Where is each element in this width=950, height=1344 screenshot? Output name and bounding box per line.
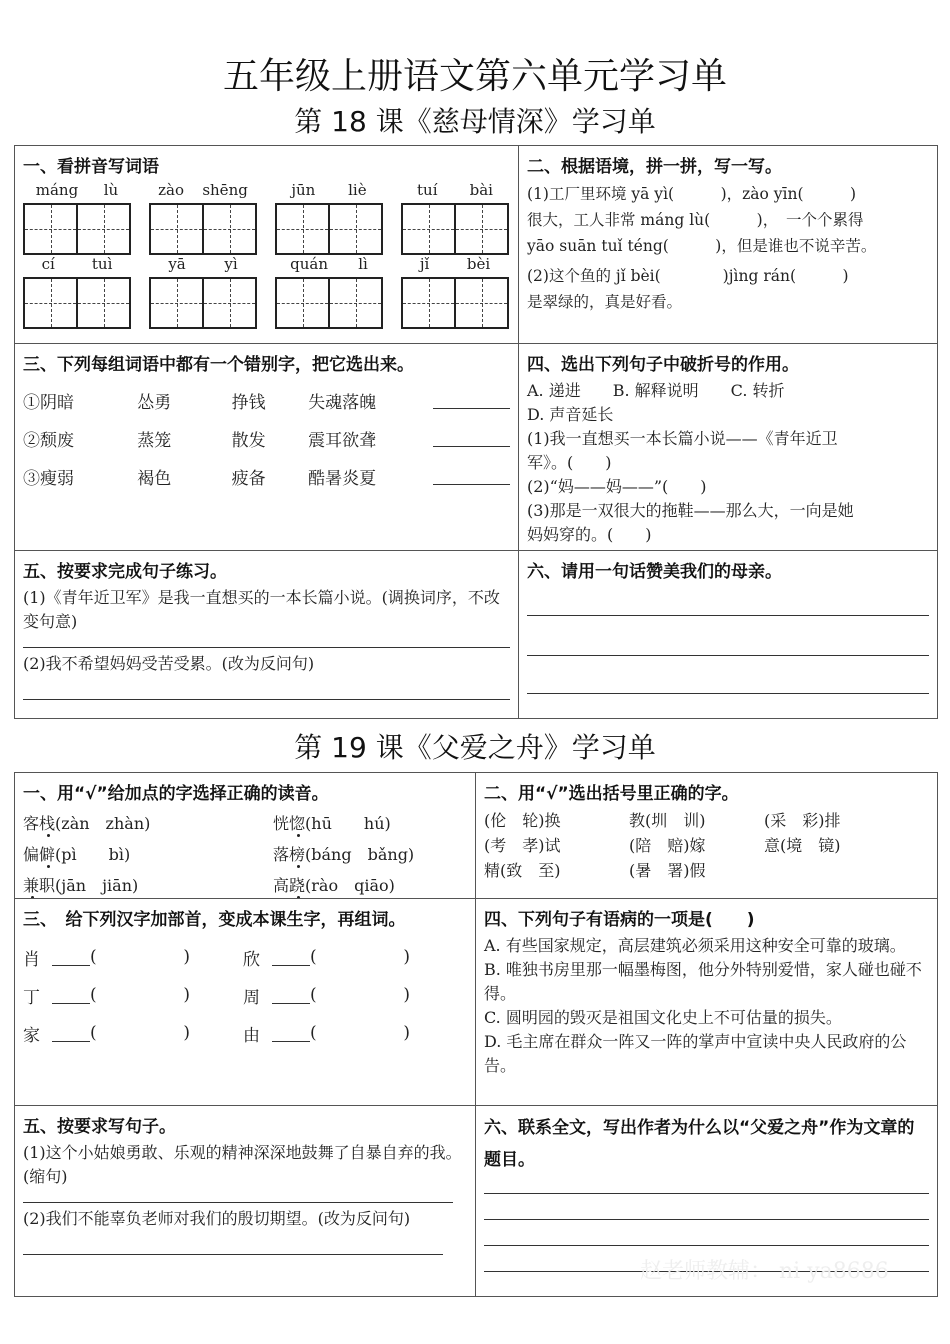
pinyin-options: (hū hú) [305,814,391,833]
word: 怂勇 [137,392,172,413]
word: 褐色 [137,468,172,489]
char-choice[interactable] [764,858,904,883]
word-parens[interactable]: ( ) [310,1023,410,1043]
writing-box[interactable] [403,205,456,253]
text-line: A. 递进 B. 解释说明 C. 转折 [527,381,785,400]
word: 兼职 [23,876,56,895]
writing-box[interactable] [25,279,78,327]
option-line[interactable]: D. 毛主席在群众一阵又一阵的掌声中宣读中央人民政府的公告。 [484,1032,907,1075]
pinyin-word [401,255,509,329]
writing-box[interactable] [78,205,129,253]
char-choice[interactable]: (伦 轮)换 [484,811,561,830]
pinyin-syllable: bài [469,181,493,199]
char-choice[interactable]: (陪 赔)嫁 [629,836,706,855]
pinyin-syllable: tuí [417,181,438,199]
word: ②颓废 [23,430,74,451]
word: 落榜 [273,845,306,864]
char-choice[interactable]: 教(圳 训) [629,811,706,830]
pinyin-options: (zàn zhàn) [55,814,151,833]
option-line[interactable]: B. 唯独书房里那一幅墨梅图，他分外特别爱惜，家人碰也碰不得。 [484,960,922,1003]
writing-box[interactable] [277,205,330,253]
l19-section5 [14,1105,476,1297]
pinyin-word [275,255,383,329]
section-heading: 三、下列每组词语中都有一个错别字，把它选出来。 [23,355,414,375]
radical-item [243,938,463,976]
radical-item [23,938,243,976]
page-title: 五年级上册语文第六单元学习单 [222,56,727,97]
word: 酷暑炎夏 [308,468,377,489]
answer-blank[interactable] [433,429,511,447]
pinyin-word [401,181,509,255]
pinyin-syllable: tuì [91,255,113,273]
pronunciation-item[interactable] [273,870,473,901]
pinyin-syllable: yì [224,255,238,273]
pinyin-syllable: bèi [466,255,491,273]
writing-box[interactable] [204,279,255,327]
answer-line[interactable] [527,586,929,616]
radical-item [23,1014,243,1052]
radical-blank[interactable] [52,986,90,1004]
base-char: 肖 [23,949,40,970]
base-char: 欣 [243,949,260,970]
word: 客栈 [23,814,56,833]
text-line: (3)那是一双很大的拖鞋——那么大，一向是她 [527,501,854,520]
word: 恍惚 [273,814,306,833]
option-line[interactable]: C. 圆明园的毁灭是祖国文化史上不可估量的损失。 [484,1008,842,1027]
question-1: (1)《青年近卫军》是我一直想买的一本长篇小说。(调换词序，不改变句意) [23,588,500,631]
radical-blank[interactable] [52,1024,90,1042]
section-heading: 四、下列句子有语病的一项是( ) [484,910,755,930]
option-line[interactable]: A. 有些国家规定，高层建筑必须采用这种安全可靠的玻璃。 [484,936,906,955]
radical-item [23,976,243,1014]
pronunciation-item[interactable] [23,839,273,870]
word: ③瘦弱 [23,468,74,489]
answer-line[interactable] [23,634,510,648]
answer-line[interactable] [23,1189,453,1203]
char-choice[interactable]: (暑 署)假 [629,861,706,880]
answer-line[interactable] [484,1194,929,1220]
char-choice[interactable]: 意(境 镜) [764,836,841,855]
answer-line[interactable] [484,1220,929,1246]
l19-section4 [475,898,938,1106]
word: 偏僻 [23,845,56,864]
answer-line[interactable] [527,656,929,694]
pinyin-syllable: jūn [291,181,316,199]
section-heading: 一、看拼音写词语 [23,157,159,177]
question-1: (1)这个小姑娘勇敢、乐观的精神深深地鼓舞了自暴自弃的我。(缩句) [23,1143,462,1186]
pinyin-syllable: lì [358,255,368,273]
pinyin-word [275,181,383,255]
word: 散发 [231,430,266,451]
pronunciation-item[interactable] [273,839,473,870]
writing-box[interactable] [277,279,330,327]
answer-line[interactable] [23,676,510,700]
answer-line[interactable] [484,1180,929,1194]
radical-blank[interactable] [272,948,310,966]
writing-box[interactable] [151,205,204,253]
writing-box[interactable] [330,279,381,327]
pinyin-options: (báng bǎng) [305,845,415,864]
writing-box[interactable] [78,279,129,327]
word: 高跷 [273,876,306,895]
word-parens[interactable]: ( ) [90,947,190,967]
section-heading: 六、联系全文，写出作者为什么以“父爱之舟”作为文章的题目。 [484,1118,915,1170]
text-line: (2)“妈——妈——”( ) [527,477,707,496]
l19-section3 [14,898,476,1106]
l18-section4 [518,343,938,551]
writing-box[interactable] [204,205,255,253]
char-choice[interactable]: (采 彩)排 [764,811,841,830]
pronunciation-item[interactable] [273,808,473,839]
pinyin-word [149,255,257,329]
word: 蒸笼 [137,430,172,451]
radical-item [243,1014,463,1052]
section-heading: 三、 给下列汉字加部首，变成本课生字，再组词。 [23,910,406,930]
char-choice[interactable]: (考 孝)试 [484,836,561,855]
base-char: 由 [243,1025,260,1046]
writing-box[interactable] [151,279,204,327]
watermark: 赵老师教辅： ni ya8686 [640,1259,889,1284]
word: 疲备 [231,468,266,489]
word: ①阴暗 [23,392,74,413]
answer-line[interactable] [23,1231,443,1255]
base-char: 家 [23,1025,40,1046]
text-line: 军》。( ) [527,453,612,472]
word: 失魂落魄 [308,392,377,413]
section-heading: 二、用“√”选出括号里正确的字。 [484,784,739,804]
text-line: (1)工厂里环境 yā yì( )，zào yīn( ) [527,185,857,203]
l18-section3 [14,343,519,551]
answer-line[interactable] [527,616,929,656]
word-group [23,419,510,457]
section-heading: 二、根据语境，拼一拼，写一写。 [527,157,782,177]
word-parens[interactable]: ( ) [310,985,410,1005]
word: 震耳欲聋 [308,430,377,451]
writing-box[interactable] [403,279,456,327]
pinyin-syllable: shēng [202,181,248,199]
text-line: yāo suān tuǐ téng( )，但是谁也不说辛苦。 [527,237,877,255]
l18-section1 [14,145,519,344]
word-group [23,457,510,495]
pinyin-syllable: jǐ [419,255,430,273]
pinyin-syllable: lù [103,181,119,199]
word: 挣钱 [231,392,266,413]
section-heading: 五、按要求写句子。 [23,1117,176,1137]
l18-section2 [518,145,938,344]
pronunciation-item[interactable] [23,870,273,901]
text-line: D. 声音延长 [527,405,614,424]
pinyin-syllable: máng [35,181,79,199]
section-heading: 四、选出下列句子中破折号的作用。 [527,355,799,375]
text-line: 是翠绿的，真是好看。 [527,293,683,311]
answer-blank[interactable] [433,391,511,409]
pinyin-grid [23,181,510,329]
pinyin-options: (jān jiān) [55,876,139,895]
pinyin-syllable: liè [348,181,367,199]
radical-item [243,976,463,1014]
lesson18-title: 第 18 课《慈母情深》学习单 [294,105,656,138]
writing-box[interactable] [25,205,78,253]
text-line: (2)这个鱼的 jǐ bèi( )jìng rán( ) [527,267,849,285]
radical-blank[interactable] [272,986,310,1004]
word-group [23,381,510,419]
section-heading: 六、请用一句话赞美我们的母亲。 [527,562,782,582]
section-heading: 一、用“√”给加点的字选择正确的读音。 [23,784,329,804]
pinyin-syllable: quán [290,255,328,273]
pronunciation-item[interactable] [23,808,273,839]
word-parens[interactable]: ( ) [90,985,190,1005]
question-2: (2)我们不能辜负老师对我们的殷切期望。(改为反问句) [23,1209,411,1228]
question-2: (2)我不希望妈妈受苦受累。(改为反问句) [23,654,315,673]
text-line: 妈妈穿的。( ) [527,525,652,544]
pinyin-options: (rào qiāo) [305,876,395,895]
answer-blank[interactable] [433,467,511,485]
section-heading: 五、按要求完成句子练习。 [23,562,227,582]
pinyin-options: (pì bì) [55,845,131,864]
base-char: 周 [243,987,260,1008]
lesson19-title: 第 19 课《父爱之舟》学习单 [294,731,656,764]
l18-section5 [14,550,519,719]
base-char: 丁 [23,987,40,1008]
pinyin-syllable: zào [158,181,185,199]
word-parens[interactable]: ( ) [310,947,410,967]
text-line: (1)我一直想买一本长篇小说——《青年近卫 [527,429,838,448]
pinyin-word [149,181,257,255]
writing-box[interactable] [456,279,507,327]
radical-blank[interactable] [52,948,90,966]
writing-box[interactable] [330,205,381,253]
pinyin-word [23,255,131,329]
word-parens[interactable]: ( ) [90,1023,190,1043]
pinyin-syllable: cí [41,255,55,273]
char-choice[interactable]: 精(致 至) [484,861,561,880]
pinyin-syllable: yā [168,255,186,273]
l19-section1 [14,772,476,899]
pinyin-word [23,181,131,255]
radical-blank[interactable] [272,1024,310,1042]
text-line: 很大，工人非常 máng lù( )， 一个个累得 [527,211,864,229]
writing-box[interactable] [456,205,507,253]
l18-section6 [518,550,938,719]
l19-section2 [475,772,938,899]
